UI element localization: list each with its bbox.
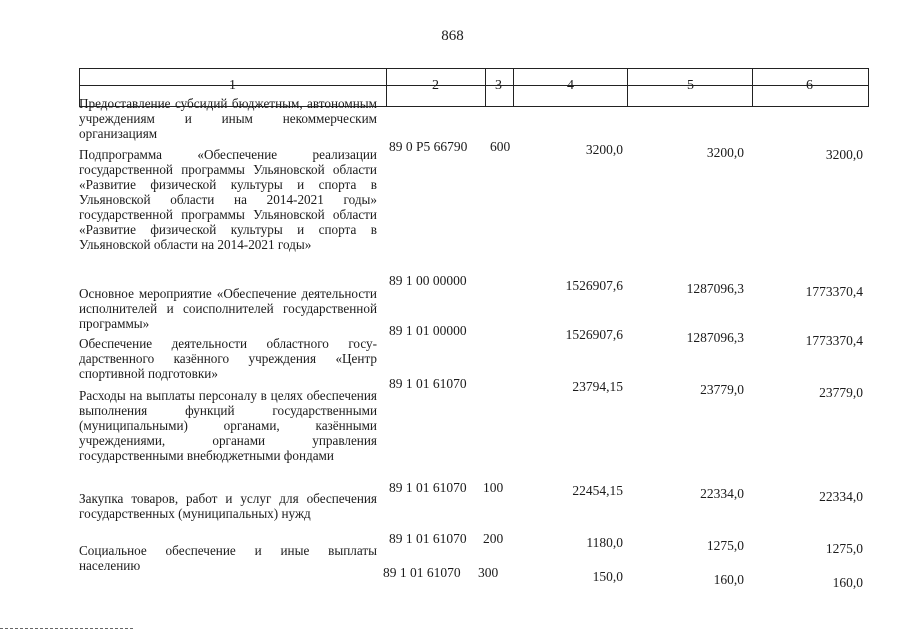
row-expense-type: 300	[478, 565, 499, 580]
row-value-col5: 160,0	[713, 572, 744, 587]
row-expense-type: 200	[483, 531, 504, 546]
row-code: 89 1 01 00000	[389, 323, 467, 338]
row-description: Закупка товаров, работ и услуг для обеспечения государственных (муниципальных) нужд	[79, 491, 377, 521]
row-description: Расходы на выплаты персоналу в целях обеспечения выполнения функций государственными (муниципальными) органами, казёнными учреждениями, органами управления государственными внебюджетными фондами	[79, 388, 377, 463]
row-value-col4: 150,0	[592, 569, 623, 584]
header-col-divider	[752, 68, 753, 107]
page-number: 868	[441, 28, 464, 44]
row-code: 89 1 01 61070	[389, 480, 467, 495]
row-value-col5: 3200,0	[706, 145, 744, 160]
column-number-4: 4	[567, 78, 574, 93]
row-value-col5: 1287096,3	[686, 281, 744, 296]
row-code: 89 1 00 00000	[389, 273, 467, 288]
row-value-col6: 1773370,4	[805, 284, 863, 299]
row-code: 89 1 01 61070	[383, 565, 461, 580]
row-value-col6: 1773370,4	[805, 333, 863, 348]
header-col-divider	[485, 68, 486, 107]
row-value-col4: 1526907,6	[565, 278, 623, 293]
row-description: Предоставление субсидий бюджетным, автономным учреждениям и иным некоммерческим организациям	[79, 96, 377, 141]
row-value-col5: 1287096,3	[686, 330, 744, 345]
footer-divider	[0, 628, 133, 629]
row-expense-type: 100	[483, 480, 504, 495]
row-value-col4: 1526907,6	[565, 327, 623, 342]
column-number-1: 1	[229, 78, 236, 93]
row-value-col6: 160,0	[832, 575, 863, 590]
header-col-divider	[868, 68, 869, 107]
row-value-col5: 22334,0	[700, 486, 744, 501]
header-col-divider	[627, 68, 628, 107]
row-value-col6: 22334,0	[819, 489, 863, 504]
row-value-col4: 22454,15	[572, 483, 623, 498]
row-value-col6: 1275,0	[825, 541, 863, 556]
row-value-col5: 23779,0	[700, 382, 744, 397]
row-value-col4: 1180,0	[586, 535, 623, 550]
row-value-col6: 23779,0	[819, 385, 863, 400]
column-number-5: 5	[687, 78, 694, 93]
row-value-col5: 1275,0	[706, 538, 744, 553]
header-mid-border	[79, 85, 869, 86]
column-number-6: 6	[806, 78, 813, 93]
row-description: Обеспечение деятельности областного государственного казённого учреждения «Центр спортивной подготовки»	[79, 336, 377, 381]
row-value-col4: 3200,0	[585, 142, 623, 157]
column-number-3: 3	[495, 78, 502, 93]
column-number-2: 2	[432, 78, 439, 93]
header-col-divider	[513, 68, 514, 107]
row-code: 89 1 01 61070	[389, 376, 467, 391]
row-description: Социальное обеспечение и иные выплаты населению	[79, 543, 377, 573]
row-description: Подпрограмма «Обеспечение реализации государственной программы Ульяновской области «Развитие физической культуры и спорта в Ульяновской области на 2014-2021 годы» государственной программы Ульяновской области «Развитие физической культуры и спорта в Ульяновской области на 2014-2021 годы»	[79, 147, 377, 252]
row-expense-type: 600	[490, 139, 511, 154]
row-code: 89 0 P5 66790	[389, 139, 468, 154]
header-top-border	[79, 68, 869, 69]
row-description: Основное мероприятие «Обеспечение деятельности исполнителей и соисполнителей государственной программы»	[79, 286, 377, 331]
row-value-col4: 23794,15	[572, 379, 623, 394]
row-value-col6: 3200,0	[825, 147, 863, 162]
row-code: 89 1 01 61070	[389, 531, 467, 546]
header-col-divider	[386, 68, 387, 107]
